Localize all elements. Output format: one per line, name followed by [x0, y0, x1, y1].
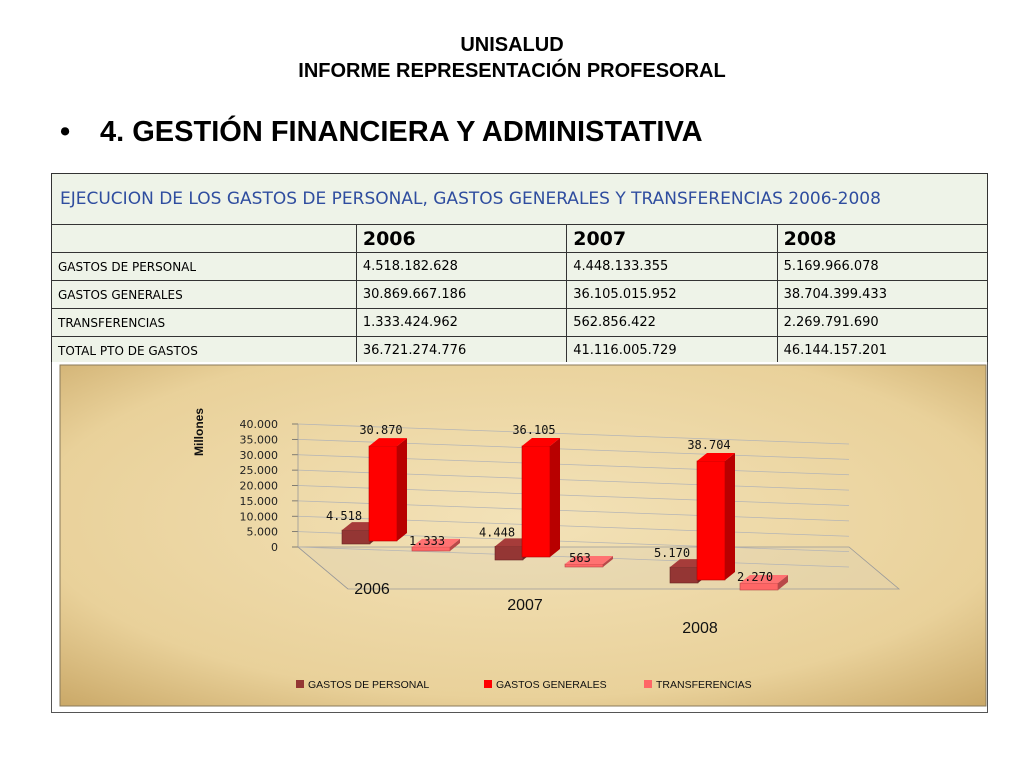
table-header-row	[52, 225, 988, 253]
bar-front	[495, 546, 523, 560]
table-cell: 2.269.791.690	[777, 309, 987, 337]
row-label: GASTOS GENERALES	[52, 281, 357, 309]
table-cell: 4.518.182.628	[356, 253, 566, 281]
table-row	[52, 309, 988, 337]
row-label: GASTOS DE PERSONAL	[52, 253, 357, 281]
legend-swatch	[296, 680, 304, 688]
bar-side	[397, 438, 407, 541]
y-axis-title: Millones	[192, 407, 206, 457]
section-heading	[60, 116, 703, 149]
table-cell: 1.333.424.962	[356, 309, 566, 337]
x-tick-label: 2007	[507, 597, 543, 614]
y-tick-label: 25.000	[239, 464, 278, 478]
bar-side	[550, 438, 560, 557]
chart-container	[51, 362, 988, 713]
table-cell: 38.704.399.433	[777, 281, 987, 309]
table-row	[52, 281, 988, 309]
table-cell: 4.448.133.355	[567, 253, 777, 281]
table-cell: 5.169.966.078	[777, 253, 987, 281]
bar-side	[725, 453, 735, 580]
org-title: UNISALUD	[460, 34, 564, 56]
y-tick-label: 5.000	[246, 525, 278, 539]
y-tick-label: 20.000	[239, 479, 278, 493]
y-tick-label: 35.000	[239, 433, 278, 447]
table-title	[52, 174, 988, 225]
data-label: 30.870	[359, 423, 403, 438]
year-header: 2008	[777, 225, 987, 253]
data-label: 4.448	[478, 525, 516, 540]
report-title: INFORME REPRESENTACIÓN PROFESORAL	[298, 60, 726, 82]
y-tick-label: 40.000	[239, 418, 278, 431]
budget-table	[51, 173, 988, 365]
bullet-icon: •	[60, 116, 71, 148]
data-label: 2.270	[736, 570, 774, 585]
row-label: TRANSFERENCIAS	[52, 309, 357, 337]
bar-front	[522, 446, 550, 557]
row-label: TOTAL PTO DE GASTOS	[52, 337, 357, 365]
x-tick-label: 2006	[354, 581, 390, 598]
table-title-row	[52, 174, 988, 225]
year-header: 2006	[356, 225, 566, 253]
data-label: 1.333	[408, 533, 446, 548]
data-label: 563	[569, 551, 591, 565]
table-cell: 41.116.005.729	[567, 337, 777, 365]
bar-chart	[52, 362, 987, 712]
x-tick-label: 2008	[682, 620, 718, 637]
bar-front	[697, 461, 725, 580]
table-cell: 46.144.157.201	[777, 337, 987, 365]
y-tick-label: 10.000	[239, 510, 278, 524]
y-tick-label: 30.000	[239, 448, 278, 462]
legend-swatch	[644, 680, 652, 688]
bar-front	[369, 446, 397, 541]
data-label: 36.105	[512, 422, 556, 437]
data-label: 4.518	[325, 509, 363, 524]
data-label: 5.170	[653, 546, 691, 561]
table-cell: 36.721.274.776	[356, 337, 566, 365]
bar-front	[342, 530, 370, 544]
bar-front	[670, 567, 698, 583]
table-cell: 30.869.667.186	[356, 281, 566, 309]
table-cell: 36.105.015.952	[567, 281, 777, 309]
table-row-total	[52, 337, 988, 365]
legend-swatch	[484, 680, 492, 688]
bar-front	[740, 583, 778, 590]
table-row	[52, 253, 988, 281]
table-title-text: EJECUCION DE LOS GASTOS DE PERSONAL, GASTOS GENERALES Y TRANSFERENCIAS 2006-2008	[60, 188, 881, 209]
section-title: 4. GESTIÓN FINANCIERA Y ADMINISTATIVA	[100, 116, 703, 148]
year-header: 2007	[567, 225, 777, 253]
y-tick-label: 0	[271, 541, 278, 554]
data-label: 38.704	[687, 437, 731, 452]
table-header-empty	[52, 225, 357, 253]
slide-header	[0, 32, 1024, 84]
legend-label: GASTOS DE PERSONAL	[308, 679, 430, 691]
y-tick-label: 15.000	[239, 494, 278, 508]
legend-label: TRANSFERENCIAS	[656, 679, 752, 691]
legend-label: GASTOS GENERALES	[496, 679, 607, 691]
table-cell: 562.856.422	[567, 309, 777, 337]
